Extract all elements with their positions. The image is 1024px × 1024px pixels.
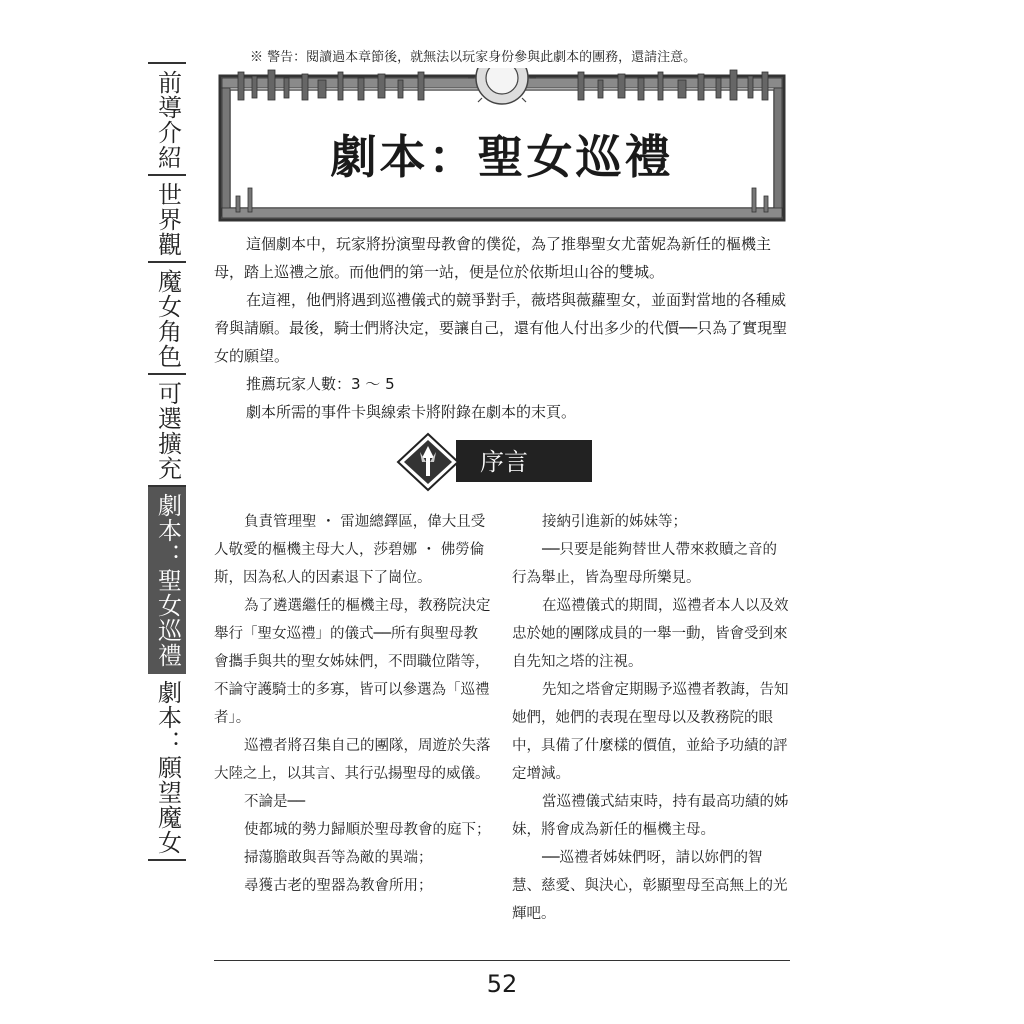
page-number: 52 xyxy=(486,970,518,998)
prologue-paragraph: 巡禮者將召集自己的團隊，周遊於失落大陸之上，以其言、其行弘揚聖母的威儀。 xyxy=(214,738,491,782)
side-tab-label: 魔女角色 xyxy=(153,269,182,369)
prologue-left-column xyxy=(214,508,492,900)
side-tab-label: 世界觀 xyxy=(153,182,182,257)
prologue-paragraph: 使都城的勢力歸順於聖母教會的庭下； xyxy=(244,822,491,838)
warning-note: ※ 警告：閱讀過本章節後，就無法以玩家身份參與此劇本的團務，還請注意。 xyxy=(250,50,697,65)
prologue-paragraph: ──巡禮者姊妹們呀，請以妳們的智慧、慈愛、與決心，彰顯聖母至高無上的光輝吧。 xyxy=(512,850,788,922)
side-tab-label: 前導介紹 xyxy=(153,70,182,170)
prologue-paragraph: 當巡禮儀式結束時，持有最高功績的姊妹，將會成為新任的樞機主母。 xyxy=(512,794,789,838)
side-tab-label: 劇本：願望魔女 xyxy=(153,680,182,855)
side-tab-optional-expansion[interactable] xyxy=(148,375,186,487)
prologue-paragraph: 為了遴選繼任的樞機主母，教務院決定舉行「聖女巡禮」的儀式──所有與聖母教會攜手與共的聖女姊妹們，不問職位階等，不論守護騎士的多寡，皆可以參選為「巡禮者」。 xyxy=(214,598,491,726)
side-tab-label: 劇本：聖女巡禮 xyxy=(153,493,182,668)
prologue-paragraph: 尋獲古老的聖器為教會所用； xyxy=(244,878,433,894)
side-tab-witch-roles[interactable] xyxy=(148,263,186,375)
section-title: 序言 xyxy=(480,448,528,476)
side-tab-scenario-wish-witch[interactable] xyxy=(148,674,186,861)
side-tab-label: 可選擴充 xyxy=(153,381,182,481)
side-tab-intro[interactable] xyxy=(148,64,186,176)
prologue-paragraph: 接納引進新的姊妹等； xyxy=(542,514,687,530)
player-count: 推薦玩家人數：3 ～ 5 xyxy=(246,375,395,393)
intro-text xyxy=(214,230,790,426)
diamond-torch-icon xyxy=(398,434,458,490)
prologue-paragraph: 先知之塔會定期賜予巡禮者教誨，告知她們，她們的表現在聖母以及教務院的眼中，具備了什麼樣的價值，並給予功績的評定增減。 xyxy=(512,682,789,782)
appendix-note: 劇本所需的事件卡與線索卡將附錄在劇本的末頁。 xyxy=(246,403,577,421)
chapter-side-tabs xyxy=(148,62,186,861)
prologue-paragraph: 不論是── xyxy=(244,794,305,810)
prologue-paragraph: 掃蕩膽敢與吾等為敵的異端； xyxy=(244,850,433,866)
side-tab-world[interactable] xyxy=(148,176,186,263)
prologue-paragraph: 負責管理聖 ・ 雷迦總鐸區，偉大且受人敬愛的樞機主母大人，莎碧娜 ・ 佛勞倫斯，因為私人的因素退下了崗位。 xyxy=(214,514,486,586)
prologue-paragraph: ──只要是能夠替世人帶來救贖之音的行為舉止，皆為聖母所樂見。 xyxy=(512,542,777,586)
prologue-paragraph: 在巡禮儀式的期間，巡禮者本人以及效忠於她的團隊成員的一舉一動，皆會受到來自先知之塔的注視。 xyxy=(512,598,789,670)
prologue-right-column xyxy=(512,508,790,928)
footer-divider xyxy=(214,960,790,961)
intro-paragraph: 在這裡，他們將遇到巡禮儀式的競爭對手，薇塔與薇蘿聖女，並面對當地的各種威脅與請願。最後，騎士們將決定，要讓自己，還有他人付出多少的代價──只為了實現聖女的願望。 xyxy=(214,291,788,365)
intro-paragraph: 這個劇本中，玩家將扮演聖母教會的僕從，為了推舉聖女尤蕾妮為新任的樞機主母，踏上巡禮之旅。而他們的第一站，便是位於依斯坦山谷的雙城。 xyxy=(214,235,772,281)
scenario-title: 劇本：聖女巡禮 xyxy=(330,130,674,184)
side-tab-scenario-saint-pilgrimage[interactable] xyxy=(148,487,186,674)
